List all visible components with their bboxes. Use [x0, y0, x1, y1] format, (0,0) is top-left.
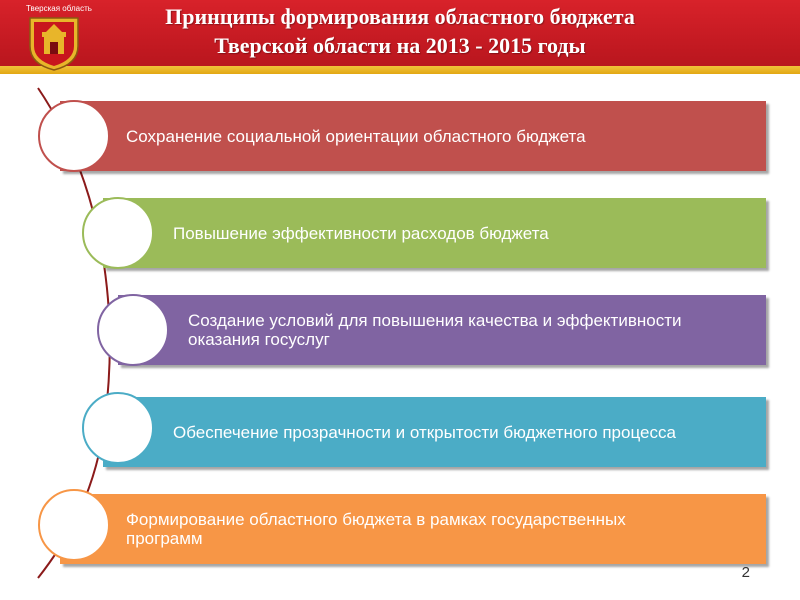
principle-text: Обеспечение прозрачности и открытости бюджетного процесса [173, 422, 676, 442]
page-number: 2 [741, 564, 750, 581]
principle-marker [38, 100, 110, 172]
principle-marker [97, 294, 169, 366]
principle-text: Повышение эффективности расходов бюджета [173, 223, 549, 243]
principle-text: Создание условий для повышения качества и эффективности оказания госуслуг [188, 311, 682, 349]
principle-item [60, 101, 766, 171]
principle-marker [82, 392, 154, 464]
principle-marker [38, 489, 110, 561]
principle-marker [82, 197, 154, 269]
principle-item [118, 295, 766, 365]
emblem-caption: Тверская область [26, 4, 92, 13]
title-line-2: Тверской области на 2013 - 2015 годы [214, 33, 586, 58]
principle-item [60, 494, 766, 564]
principle-text: Сохранение социальной ориентации областного бюджета [126, 126, 586, 146]
principle-item [103, 198, 766, 268]
title-line-1: Принципы формирования областного бюджета [165, 4, 635, 29]
principle-text: Формирование областного бюджета в рамках государственных программ [126, 510, 626, 548]
principle-item [103, 397, 766, 467]
